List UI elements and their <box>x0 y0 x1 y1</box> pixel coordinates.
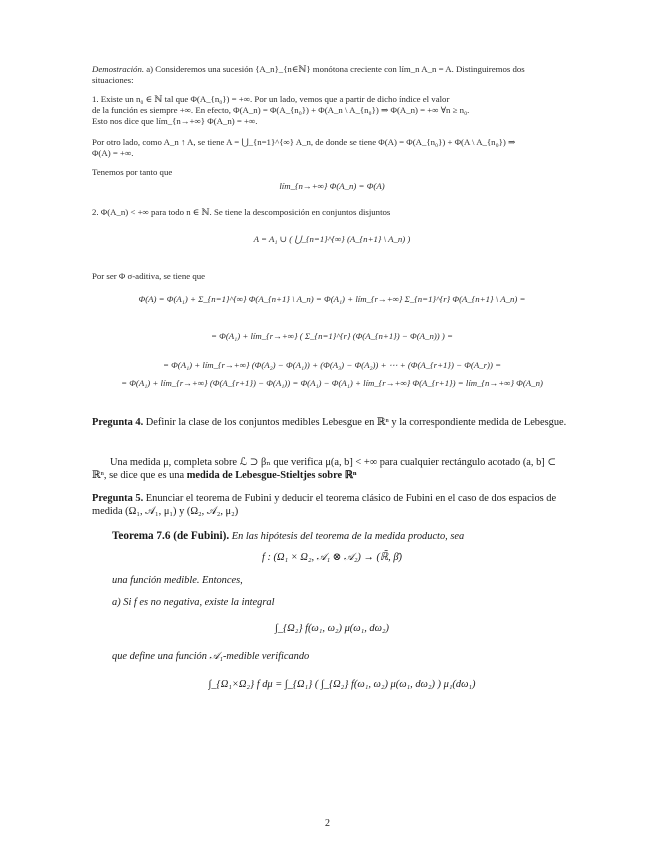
case-one-continued <box>92 137 572 159</box>
sigma-additive-line: Por ser Φ σ-aditiva, se tiene que <box>92 271 206 281</box>
theorem-fubini-eq <box>112 678 572 691</box>
question-4-answer <box>92 456 570 482</box>
theorem-measurable-text: una función medible. Entonces, <box>112 575 243 586</box>
therefore-text <box>92 167 572 178</box>
case-one-line-1: 1. Existe un n₀ ∈ ℕ tal que Φ(A_{n₀}) = +∞. Por un lado, vemos que a partir de dicho índice el valor <box>92 94 450 104</box>
equation-sum-2 <box>92 331 572 342</box>
theorem-heading <box>112 530 572 543</box>
question-4-label: Pregunta 4. <box>92 417 144 428</box>
theorem-label: Teorema 7.6 (de Fubini). <box>112 530 230 542</box>
equation-sum-2-text: = Φ(A₁) + lím_{r→+∞} ( Σ_{n=1}^{r} (Φ(A_{n+1}) − Φ(A_n)) ) = <box>211 331 453 341</box>
theorem-integral-eq-text: ∫_{Ω₂} f(ω₁, ω₂) μ(ω₁, dω₂) <box>275 623 389 634</box>
theorem-defines <box>112 650 572 663</box>
theorem-fubini-eq-text: ∫_{Ω₁×Ω₂} f dμ = ∫_{Ω₁} ( ∫_{Ω₂} f(ω₁, ω₂) μ(ω₁, dω₂) ) μ₁(dω₁) <box>208 679 476 690</box>
lebesgue-stieltjes-term: medida de Lebesgue-Stieltjes sobre ℝⁿ <box>186 470 357 482</box>
case-two <box>92 207 572 218</box>
equation-limit <box>92 181 572 192</box>
equation-sum-4-text: = Φ(A₁) + lím_{r→+∞} (Φ(A_{r+1}) − Φ(A₁)) = Φ(A₁) − Φ(A₁) + lím_{r→+∞} Φ(A_{r+1}) = lím_{n→+∞} Φ(A_n) <box>121 378 543 388</box>
equation-sum-4 <box>72 378 592 389</box>
theorem-defines-text: que define una función 𝒜₁-medible verificando <box>112 651 310 662</box>
theorem-function-eq <box>112 551 552 564</box>
equation-sum-1 <box>92 294 572 305</box>
therefore-line: Tenemos por tanto que <box>92 167 173 177</box>
theorem-integral-eq <box>112 622 552 635</box>
case-two-line: 2. Φ(A_n) < +∞ para todo n ∈ ℕ. Se tiene la descomposición en conjuntos disjuntos <box>92 207 391 217</box>
page-number: 2 <box>325 818 330 829</box>
equation-sum-3 <box>72 360 592 371</box>
equation-sum-3-text: = Φ(A₁) + lím_{r→+∞} (Φ(A₂) − Φ(A₁)) + (Φ(A₃) − Φ(A₂)) + ⋯ + (Φ(A_{r+1}) − Φ(A_r)) = <box>162 360 502 370</box>
equation-decomposition-text: A = A₁ ∪ ( ⋃_{n=1}^{∞} (A_{n+1} \ A_n) ) <box>253 234 411 244</box>
question-4 <box>92 416 570 429</box>
theorem-measurable <box>112 574 572 587</box>
theorem-part-a <box>112 596 572 609</box>
proof-intro: a) Consideremos una sucesión {A_n}_{n∈ℕ} monótona creciente con lím_n A_n = A. Distinguiremos dos situaciones: <box>92 64 525 85</box>
case-one <box>92 94 572 127</box>
case-one-line-3: Esto nos dice que lím_{n→+∞} Φ(A_n) = +∞. <box>92 116 258 126</box>
sigma-additive-text <box>92 271 572 282</box>
equation-limit-text: lím_{n→+∞} Φ(A_n) = Φ(A) <box>279 181 385 191</box>
case-one-line-5: Φ(A) = +∞. <box>92 148 134 158</box>
question-4-answer-text: Una medida μ, completa sobre ℒ ⊃ βₙ que verifica μ(a, b] < +∞ para cualquier rectángulo acotado (a, b] ⊂ ℝⁿ, se dice que es una <box>92 457 557 482</box>
proof-lead: Demostración. <box>92 64 145 74</box>
theorem-function-eq-text: f : (Ω₁ × Ω₂, 𝒜₁ ⊗ 𝒜₂) → (ℝ̄, β̄) <box>261 552 402 563</box>
theorem-part-a-text: a) Si f es no negativa, existe la integral <box>112 597 275 608</box>
question-5 <box>92 492 570 518</box>
question-5-label: Pregunta 5. <box>92 493 144 504</box>
proof-paragraph <box>92 64 562 86</box>
theorem-intro: En las hipótesis del teorema de la medida producto, sea <box>231 531 465 542</box>
case-one-line-2: de la función es siempre +∞. En efecto, Φ(A_n) = Φ(A_{n₀}) + Φ(A_n \ A_{n₀}) ⇒ Φ(A_n) = +∞ ∀n ≥ n₀. <box>92 105 470 115</box>
equation-decomposition <box>92 234 572 245</box>
question-5-text: Enunciar el teorema de Fubini y deducir el teorema clásico de Fubini en el caso de dos espacios de medida (Ω₁, 𝒜₁, μ₁) y (Ω₂, 𝒜₂, μ₂) <box>92 493 557 518</box>
case-one-line-4: Por otro lado, como A_n ↑ A, se tiene A = ⋃_{n=1}^{∞} A_n, de donde se tiene Φ(A) = Φ(A_{n₀}) + Φ(A \ A_{n₀}) ⇒ <box>92 137 516 147</box>
equation-sum-1-text: Φ(A) = Φ(A₁) + Σ_{n=1}^{∞} Φ(A_{n+1} \ A_n) = Φ(A₁) + lím_{r→+∞} Σ_{n=1}^{r} Φ(A_{n+1} \ A_n) = <box>138 294 526 304</box>
question-4-text: Definir la clase de los conjuntos medibles Lebesgue en ℝⁿ y la correspondiente medida de Lebesgue. <box>145 417 567 428</box>
